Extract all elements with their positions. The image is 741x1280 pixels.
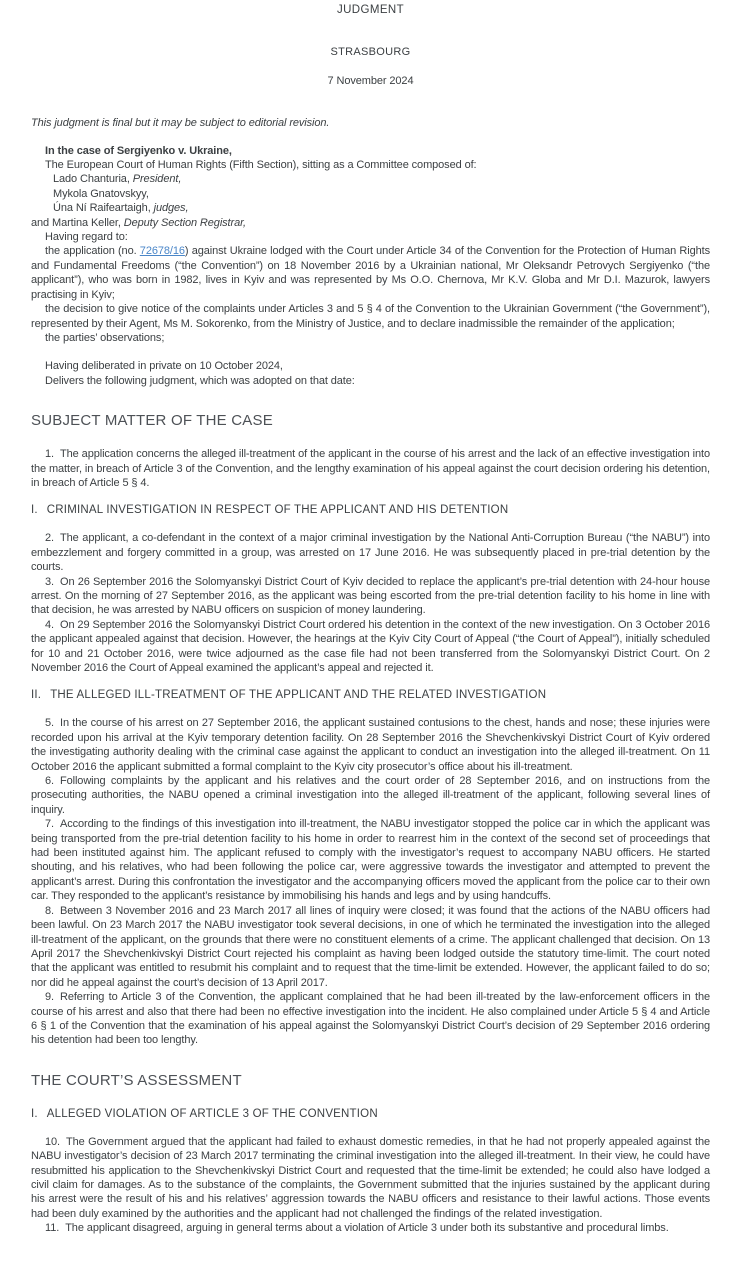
notice-decision-item: the decision to give notice of the complaints under Articles 3 and 5 § 4 of the Convention to the Ukrainian Government (“the Government”), represented by their Agent, Ms M. Sokorenko, from the Ministry of Justice, and to declare inadmissible the remainder of the application; bbox=[31, 303, 710, 330]
para-text: The application concerns the alleged ill-treatment of the applicant in the course of his arrest and the lack of an effective investigation into the matter, in breach of Article 3 of the Convention, and the lengthy examination of his appeal against the court decision ordering his detention, in breach of Article 5 § 4. bbox=[31, 448, 710, 489]
paragraph-8 bbox=[31, 904, 710, 990]
para-text: On 26 September 2016 the Solomyanskyi District Court of Kyiv decided to replace the applicant’s pre-trial detention with 24-hour house arrest. On the morning of 27 September 2016, as the applicant was being escorted from the pre-trial detention facility to his home in line with that decision, he was arrested by NABU officers on suspicion of money laundering. bbox=[31, 575, 710, 617]
para-text: In the course of his arrest on 27 September 2016, the applicant sustained contusions to the chest, hands and nose; these injuries were recorded upon his arrival at the Kyiv temporary detention facility. On 28 September 2016 the Shevchenkivskyi District Court of Kyiv ordered the investigating authority dealing with the criminal case against the applicant to conduct an investigation into the alleged ill-treatment. On 11 October 2016 the applicant submitted a formal complaint to the Kyiv city prosecutor’s office about his ill-treatment. bbox=[31, 717, 710, 773]
paragraph-6 bbox=[31, 774, 710, 817]
registrar-line bbox=[31, 216, 710, 230]
application-text-pre: the application (no. bbox=[45, 245, 140, 258]
paragraph-9 bbox=[31, 990, 710, 1048]
section-title: THE ALLEGED ILL-TREATMENT OF THE APPLICANT AND THE RELATED INVESTIGATION bbox=[50, 689, 547, 702]
section-number: I. bbox=[31, 1107, 38, 1120]
paragraph-5 bbox=[31, 716, 710, 774]
application-text-post: ) against Ukraine lodged with the Court under Article 34 of the Convention for the Protection of Human Rights and Fundamental Freedoms (“the Convention”) on 18 November 2016 by a Ukrainian national, Mr Oleksandr Petrovych Sergiyenko (“the applicant”), who was born in 1982, lives in Kyiv and was represented by Ms O.O. Chernova, Mr K.V. Globa and Mr D.I. Mazurok, lawyers practising in Kyiv; bbox=[31, 245, 710, 301]
para-number: 4. bbox=[45, 618, 54, 631]
para-text: On 29 September 2016 the Solomyanskyi District Court ordered his detention in the context of the new investigation. On 3 October 2016 the applicant appealed against that decision. However, the hearings at the Kyiv City Court of Appeal (“the Court of Appeal”), initially scheduled for 10 and 21 October 2016, were twice adjourned as the case file had not been transferred from the Solomyanskyi District Court. On 2 November 2016 the Court of Appeal examined the applicant’s appeal and rejected it. bbox=[31, 618, 710, 674]
para-number: 1. bbox=[45, 448, 54, 461]
para-number: 5. bbox=[45, 717, 54, 730]
courts-assessment-heading: THE COURT’S ASSESSMENT bbox=[31, 1071, 242, 1089]
city-line: STRASBOURG bbox=[330, 46, 411, 59]
section-heading-alleged-violation-article-3 bbox=[31, 1107, 710, 1122]
para-text: The Government argued that the applicant had failed to exhaust domestic remedies, in that he had not properly appealed against the NABU investigator’s decision of 23 March 2017 terminating the criminal investigation into the alleged ill-treatment. In their view, he could have resubmitted his application to the Shevchenkivskyi District Court and requested that the time-limit be extended; he could also have lodged a civil claim for damages. As to the substance of the complaints, the Government submitted that the injuries sustained by the applicant during his arrest were the result of his and his relatives’ aggression towards the NABU officers and resistance to their lawful actions. Those events had been duly examined by the authorities and the applicant had not challenged the findings of the related investigation. bbox=[31, 1135, 710, 1220]
paragraph-3 bbox=[31, 575, 710, 618]
para-number: 2. bbox=[45, 532, 54, 545]
para-text: Referring to Article 3 of the Convention, the applicant complained that he had been ill-treated by the law-enforcement officers in the course of his arrest and also that there had been no effective investigation into the incident. He also complained under Article 5 § 4 and Article 6 § 1 of the Convention that the examination of his appeal against the Solomyanskyi District Court’s decision of 29 September 2016 ordering his detention had been too lengthy. bbox=[31, 991, 710, 1047]
para-number: 3. bbox=[45, 575, 54, 588]
judge-line bbox=[31, 201, 710, 215]
section-number: II. bbox=[31, 689, 42, 702]
judgment-date: 7 November 2024 bbox=[327, 74, 414, 87]
para-number: 10. bbox=[45, 1135, 60, 1148]
para-number: 11. bbox=[45, 1222, 60, 1235]
case-title: In the case of Sergiyenko v. Ukraine, bbox=[45, 144, 232, 157]
judge-line bbox=[31, 187, 710, 201]
subject-matter-heading: SUBJECT MATTER OF THE CASE bbox=[31, 412, 273, 430]
paragraph-4 bbox=[31, 618, 710, 676]
judge-name: Mykola Gnatovskyy, bbox=[53, 187, 149, 200]
judge-role: President, bbox=[132, 173, 182, 186]
paragraph-11 bbox=[31, 1221, 710, 1235]
delivers-line: Delivers the following judgment, which was adopted on that date: bbox=[45, 374, 355, 387]
observations-item: the parties’ observations; bbox=[45, 331, 165, 344]
registrar-role: Deputy Section Registrar, bbox=[123, 216, 247, 229]
section-heading-criminal-investigation bbox=[31, 503, 710, 518]
para-text: Between 3 November 2016 and 23 March 2017 all lines of inquiry were closed; it was found that the actions of the NABU officers had been lawful. On 23 March 2017 the NABU investigator took several decisions, in one of which he terminated the investigation into the alleged ill-treatment of the applicant, on the grounds that there were no constituent elements of a crime. The applicant challenged that decision. On 13 April 2017 the Shevchenkivskyi District Court rejected his complaint as having been lodged outside the statutory time-limit. The court noted that the applicant was entitled to resubmit his complaint and to request that the time-limit be extended. However, the applicant failed to do so; nor did he appeal against the court’s decision of 13 April 2017. bbox=[31, 904, 710, 989]
paragraph-10 bbox=[31, 1135, 710, 1221]
paragraph-7 bbox=[31, 817, 710, 903]
para-number: 9. bbox=[45, 991, 54, 1004]
section-title: CRIMINAL INVESTIGATION IN RESPECT OF THE APPLICANT AND HIS DETENTION bbox=[46, 504, 509, 517]
application-number-link[interactable]: 72678/16 bbox=[139, 245, 185, 258]
section-heading-alleged-ill-treatment bbox=[31, 688, 710, 703]
judge-line bbox=[31, 172, 710, 186]
deliberated-line: Having deliberated in private on 10 October 2024, bbox=[45, 360, 283, 373]
para-text: Following complaints by the applicant and his relatives and the court order of 28 September 2016, and on instructions from the prosecuting authorities, the NABU opened a criminal investigation into the alleged ill-treatment of the applicant, following several lines of inquiry. bbox=[31, 775, 710, 816]
para-text: The applicant disagreed, arguing in general terms about a violation of Article 3 under both its substantive and procedural limbs. bbox=[65, 1222, 669, 1235]
judge-role: judges, bbox=[153, 202, 189, 215]
section-number: I. bbox=[31, 504, 38, 517]
judge-name: Úna Ní Raifeartaigh, bbox=[53, 202, 154, 215]
doc-type-title: JUDGMENT bbox=[336, 4, 405, 16]
para-number: 8. bbox=[45, 904, 54, 917]
having-regard-line: Having regard to: bbox=[45, 231, 128, 244]
application-item bbox=[31, 244, 710, 302]
revision-note: This judgment is final but it may be subject to editorial revision. bbox=[31, 117, 330, 130]
paragraph-2 bbox=[31, 531, 710, 574]
para-text: According to the findings of this investigation into ill-treatment, the NABU investigator stopped the police car in which the applicant was being transported from the pre-trial detention facility to his home in order to rearrest him in the context of the second set of proceedings that had been instituted against him. The applicant refused to comply with the investigator’s request to accompany NABU officers. He started shouting, and his relatives, who had been following the police car, were aggressive towards the investigator and attempted to prevent the applicant’s arrest. During this confrontation the investigator and the accompanying officers moved the applicant from the police car to their own car. They responded to the applicant’s resistance by immobilising his hands and legs and by using handcuffs. bbox=[31, 818, 710, 903]
section-title: ALLEGED VIOLATION OF ARTICLE 3 OF THE CONVENTION bbox=[46, 1107, 378, 1120]
para-number: 6. bbox=[45, 775, 54, 788]
para-text: The applicant, a co-defendant in the context of a major criminal investigation by the National Anti-Corruption Bureau (“the NABU”) into embezzlement and forgery committed in a group, was arrested on 17 June 2016. He was subsequently placed in pre-trial detention by the courts. bbox=[31, 532, 710, 574]
paragraph-1 bbox=[31, 447, 710, 490]
judge-name: Lado Chanturia, bbox=[53, 173, 133, 186]
para-number: 7. bbox=[45, 818, 54, 831]
registrar-name: and Martina Keller, bbox=[31, 216, 124, 229]
court-composition-line: The European Court of Human Rights (Fifth Section), sitting as a Committee composed of: bbox=[45, 159, 477, 172]
